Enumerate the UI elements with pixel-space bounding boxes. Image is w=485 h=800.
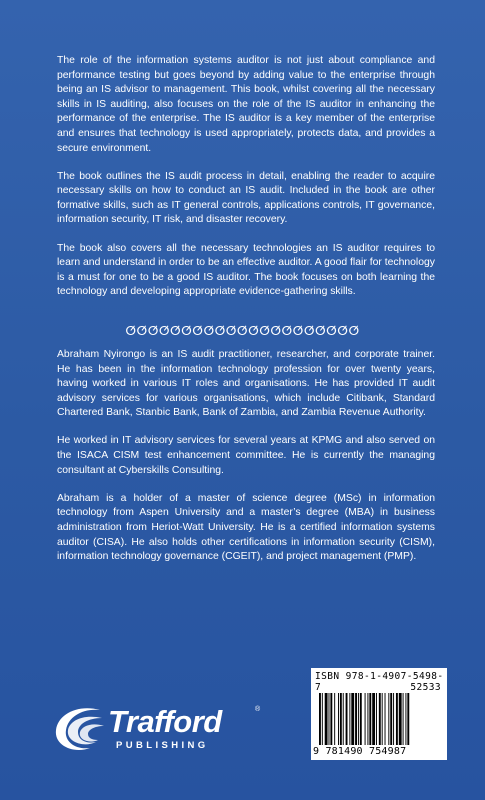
blurb-paragraph-2: The book outlines the IS audit process in detail, enabling the reader to acquire necessary skills on how to conduct an IS audit. Included in the book are other formative skills, such as IT general controls, applications controls, IT governance, information security, IT risk, and disaster recovery. bbox=[57, 170, 435, 226]
publisher-logo bbox=[50, 700, 270, 760]
barcode-panel bbox=[311, 668, 447, 760]
publisher-tagline: PUBLISHING bbox=[116, 740, 209, 751]
swoosh-icon bbox=[50, 700, 110, 756]
decorative-divider: ⵚⵚⵚⵚⵚⵚⵚⵚⵚⵚⵚⵚⵚⵚⵚⵚⵚⵚⵚⵚⵚ bbox=[125, 324, 360, 338]
blurb-paragraph-1: The role of the information systems auditor is not just about compliance and performance testing but goes beyond by adding value to the enterprise through being an IS advisor to management. This book, whilst covering all the necessary skills in IS auditing, also focuses on the role of the IS auditor in enhancing the performance of the enterprise. The IS auditor is a key member of the enterprise and ensures that technology is used appropriately, protects data, and provides a secure environment. bbox=[57, 55, 435, 154]
bio-paragraph-1: Abraham Nyirongo is an IS audit practitioner, researcher, and corporate trainer. He has been in the information technology profession for over twenty years, having worked in various IT roles and organisations. He has provided IT audit advisory services for various organisations, which include Citibank, Standard Chartered Bank, Stanbic Bank, Bank of Zambia, and Zambia Revenue Authority. bbox=[57, 349, 435, 419]
bio-paragraph-3: Abraham is a holder of a master of science degree (MSc) in information technology from Aspen University and a master’s degree (MBA) in business administration from Heriot-Watt University. He is a certified information systems auditor (CISA). He also holds other certifications in information security (CISM), information technology governance (CGEIT), and project management (PMP). bbox=[57, 492, 435, 563]
blurb-block bbox=[57, 54, 435, 313]
publisher-name: Trafford bbox=[108, 704, 222, 739]
ean-digits: 9 781490 754987 bbox=[313, 746, 407, 757]
author-bio-block bbox=[57, 348, 435, 578]
bio-paragraph-2: He worked in IT advisory services for several years at KPMG and also served on the ISACA CISM test enhancement committee. He is currently the managing consultant at Cyberskills Consulting. bbox=[57, 435, 435, 476]
barcode-bars bbox=[319, 693, 439, 745]
isbn-text: ISBN 978-1-4907-5498-7 bbox=[315, 671, 444, 693]
registered-mark: ® bbox=[255, 706, 261, 713]
price-code: 52533 bbox=[410, 682, 441, 693]
blurb-paragraph-3: The book also covers all the necessary technologies an IS auditor requires to learn and understand in order to be an effective auditor. A good flair for technology is a must for one to be a good IS auditor. The book focuses on both learning the technology and developing appropriate evidence-gathering skills. bbox=[57, 242, 435, 298]
